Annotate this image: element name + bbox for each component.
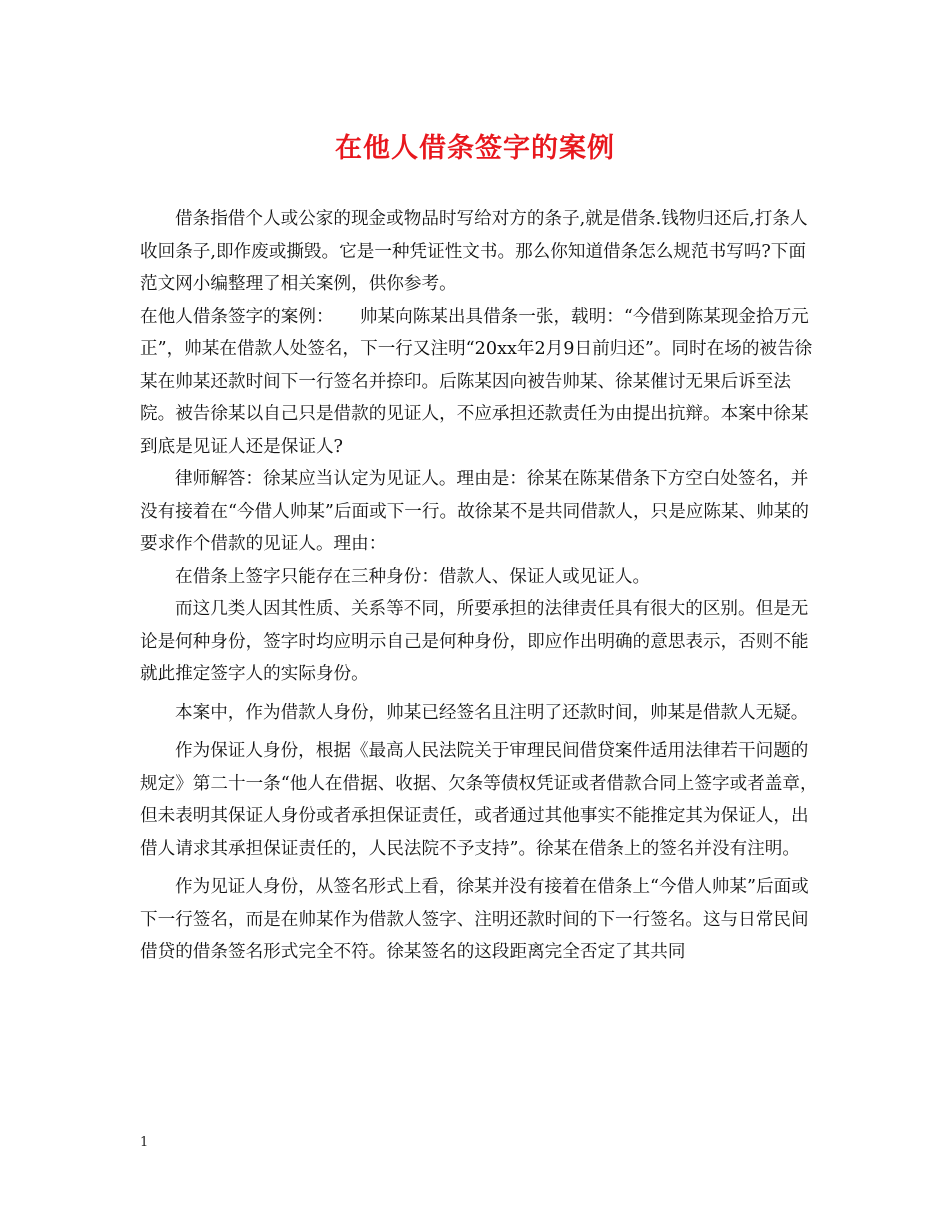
paragraph-intro: 借条指借个人或公家的现金或物品时写给对方的条子,就是借条.钱物归还后,打条人收回条子,即作废或撕毁。它是一种凭证性文书。那么你知道借条怎么规范书写吗?下面范文网小编整理了相关案例，供你参考。 bbox=[140, 209, 808, 294]
document-body bbox=[140, 203, 820, 969]
paragraph-lawyer-answer: 律师解答：徐某应当认定为见证人。理由是：徐某在陈某借条下方空白处签名，并没有接着在“今借人帅某”后面或下一行。故徐某不是共同借款人，只是应陈某、帅某的要求作个借款的见证人。理由： bbox=[140, 469, 809, 554]
page-number: 1 bbox=[140, 1135, 149, 1150]
paragraph-three-identities: 在借条上签字只能存在三种身份：借款人、保证人或见证人。 bbox=[175, 566, 651, 587]
paragraph-witness: 作为见证人身份，从签名形式上看，徐某并没有接着在借条上“今借人帅某”后面或下一行签名，而是在帅某作为借款人签字、注明还款时间的下一行签名。这与日常民间借贷的借条签名形式完全不符。徐某签名的这段距离完全否定了其共同 bbox=[140, 877, 809, 962]
paragraph-case: 在他人借条签字的案例： 帅某向陈某出具借条一张，载明：“今借到陈某现金拾万元正”，帅某在借款人处签名，下一行又注明“20xx年2月9日前归还”。同时在场的被告徐某在帅某还款时间下一行签名并捺印。后陈某因向被告帅某、徐某催讨无果后诉至法院。被告徐某以自己只是借款的见证人，不应承担还款责任为由提出抗辩。本案中徐某到底是见证人还是保证人? bbox=[140, 306, 813, 457]
paragraph-differences: 而这几类人因其性质、关系等不同，所要承担的法律责任具有很大的区别。但是无论是何种身份，签字时均应明示自己是何种身份，即应作出明确的意思表示，否则不能就此推定签字人的实际身份。 bbox=[140, 599, 809, 684]
document-title: 在他人借条签字的案例 bbox=[335, 133, 615, 164]
paragraph-guarantor: 作为保证人身份，根据《最高人民法院关于审理民间借贷案件适用法律若干问题的规定》第二十一条“他人在借据、收据、欠条等债权凭证或者借款合同上签字或者盖章，但未表明其保证人身份或者承担保证责任，或者通过其他事实不能推定其为保证人，出借人请求其承担保证责任的，人民法院不予支持”。徐某在借条上的签名并没有注明。 bbox=[140, 741, 818, 859]
paragraph-borrower: 本案中，作为借款人身份，帅某已经签名且注明了还款时间，帅某是借款人无疑。 bbox=[175, 702, 809, 723]
